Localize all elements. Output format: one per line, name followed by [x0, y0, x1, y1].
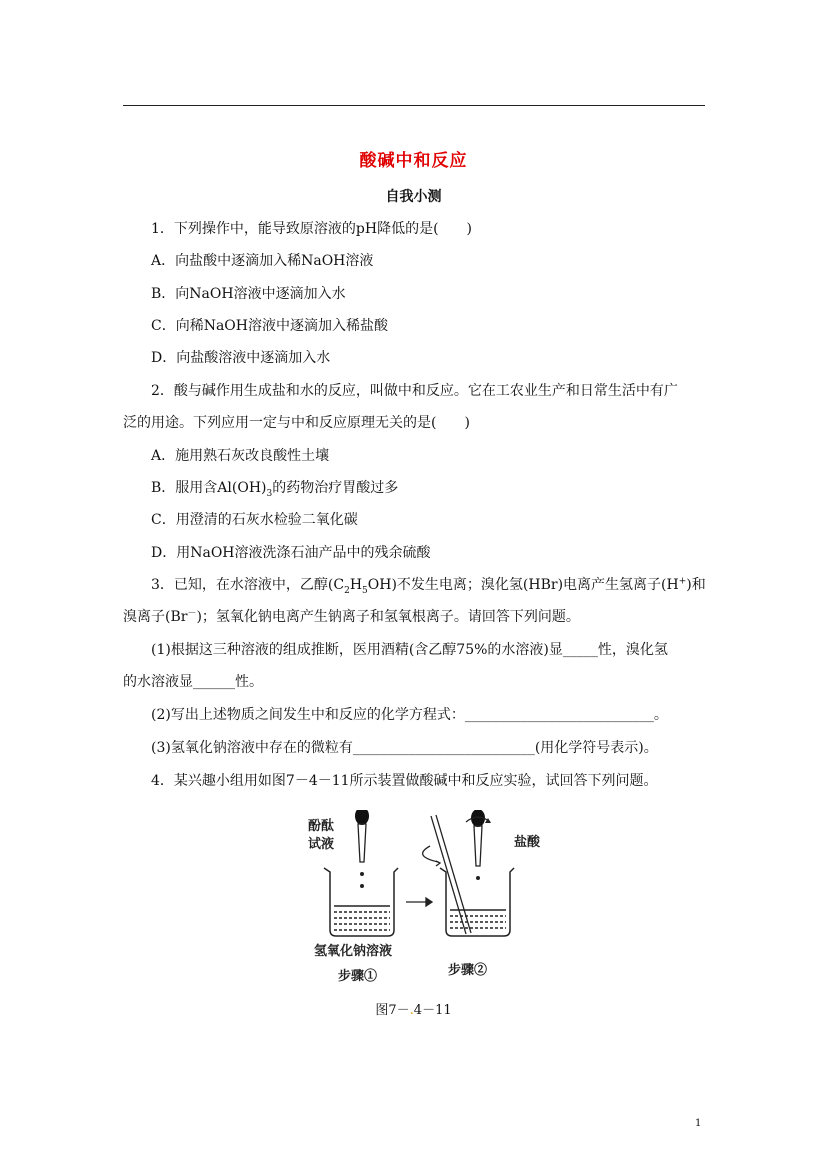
label-step1: 步骤①: [338, 969, 378, 984]
dropper-2: [466, 810, 491, 880]
q3-part3: (3)氢氧化钠溶液中存在的微粒有__________________________(用化学符号表示)。: [151, 740, 658, 756]
page-title: 酸碱中和反应: [359, 151, 468, 171]
section-subtitle: 自我小测: [385, 189, 442, 205]
q3-part1-line2: 的水溶液显______性。: [123, 674, 263, 690]
q2-option-c: C．用澄清的石灰水检验二氧化碳: [151, 512, 358, 528]
label-indicator-1: 酚酞: [308, 819, 335, 834]
q1-option-d: D．向盐酸溶液中逐滴加入水: [151, 350, 331, 366]
dropper-1: [355, 810, 369, 888]
glass-rod: [423, 815, 471, 934]
q3-part2: (2)写出上述物质之间发生中和反应的化学方程式：___________________________。: [151, 707, 668, 723]
arrow: [406, 898, 432, 906]
q2-stem-line1: 2．酸与碱作用生成盐和水的反应，叫做中和反应。它在工农业生产和日常生活中有广: [151, 383, 678, 399]
label-acid: 盐酸: [514, 835, 541, 850]
header-rule: [123, 105, 705, 106]
label-solution: 氢氧化钠溶液: [314, 944, 393, 959]
q1-option-a: A．向盐酸中逐滴加入稀NaOH溶液: [151, 253, 374, 269]
q1-stem: 1．下列操作中，能导致原溶液的pH降低的是( ): [151, 221, 473, 237]
page-number: 1: [695, 1118, 702, 1129]
q2-option-a: A．施用熟石灰改良酸性土壤: [151, 448, 330, 464]
q1-option-c: C．向稀NaOH溶液中逐滴加入稀盐酸: [151, 318, 388, 334]
q1-option-b: B．向NaOH溶液中逐滴加入水: [151, 286, 346, 302]
q3-stem-line2: 溴离子(Br－)；氢氧化钠电离产生钠离子和氢氧根离子。请回答下列问题。: [123, 608, 580, 625]
q3-stem-line1: 3．已知，在水溶液中，乙醇$(C_2H_5OH)$不发生电离；溴化氢(HBr)电离产生氢离子(H+)和: [151, 576, 706, 596]
q2-option-d: D．用NaOH溶液洗涤石油产品中的残余硫酸: [151, 545, 431, 561]
q4-stem: 4．某兴趣小组用如图7－4－11所示装置做酸碱中和反应实验，试回答下列问题。: [151, 773, 658, 789]
figure-caption: 图7－.4－11: [375, 1003, 452, 1018]
q2-stem-line2: 泛的用途。下列应用一定与中和反应原理无关的是( ): [123, 415, 470, 431]
q2-option-b: B．服用含$Al(OH)_3$的药物治疗胃酸过多: [151, 480, 399, 499]
beaker-1: [324, 868, 398, 936]
beaker-figure: [300, 810, 550, 990]
q3-part1-line1: (1)根据这三种溶液的组成推断，医用酒精(含乙醇75%的水溶液)显_____性，溴化氢: [151, 642, 668, 658]
label-step2: 步骤②: [448, 963, 488, 978]
label-indicator-2: 试液: [308, 837, 335, 852]
